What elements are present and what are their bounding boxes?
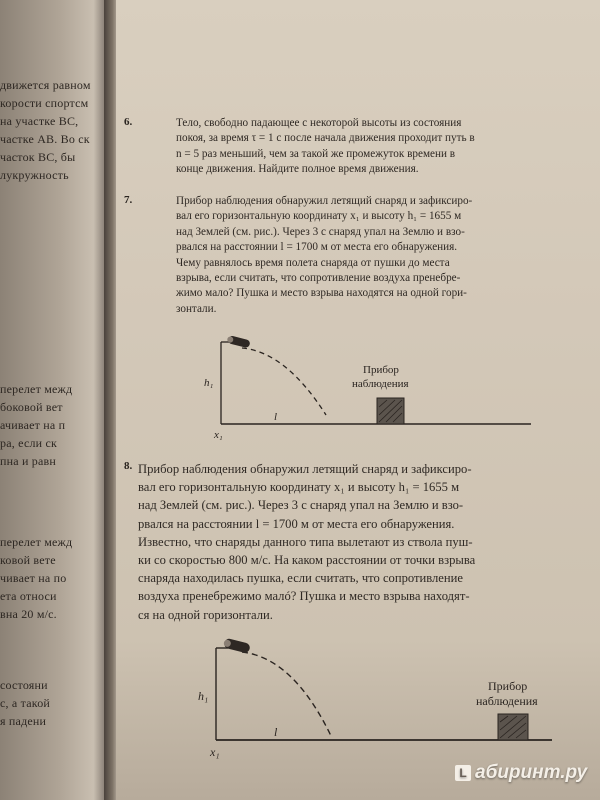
text-line: снаряда находилась пушка, если считать, что сопротивление <box>138 571 463 586</box>
text-line: ся на одной горизонтали. <box>138 607 273 622</box>
text-line: Тело, свободно падающее с некоторой высоты из состояния <box>176 117 462 129</box>
text-line: ки со скоростью 800 м/с. На каком расстоянии от точки взрыва <box>138 553 476 568</box>
problem-text <box>176 194 472 317</box>
device-label: Прибор <box>363 364 399 376</box>
left-page-line: ра, если ск <box>0 436 58 450</box>
device-label: наблюдения <box>352 378 409 390</box>
left-page-line: перелет межд <box>0 382 73 396</box>
trajectory-curve <box>242 652 332 738</box>
problem-number: 8. <box>124 460 133 472</box>
device-label: наблюдения <box>476 694 538 708</box>
left-page-line: состояни <box>0 678 48 692</box>
left-page-line: частке АВ. Во ск <box>0 132 90 146</box>
left-page-line: с, а такой <box>0 696 51 710</box>
left-page-line: вна 20 м/с. <box>0 607 57 621</box>
shell-icon <box>226 335 250 348</box>
height-label: h₁ <box>198 689 209 703</box>
left-page-line: пна и равн <box>0 454 57 468</box>
left-page-line: боковой вет <box>0 400 63 414</box>
text-line: вал его горизонтальную координату x₁ и высоту h₁ = 1655 м <box>176 210 462 223</box>
text-line: n = 5 раз меньший, чем за такой же промежуток времени в <box>176 147 456 160</box>
distance-label: l <box>274 411 278 423</box>
left-page-line: движется равном <box>0 78 91 92</box>
left-page-line: чивает на по <box>0 571 67 585</box>
problem-number: 6. <box>124 116 133 128</box>
watermark-logo <box>455 762 587 784</box>
text-line: покоя, за время τ = 1 с после начала движения проходит путь в <box>176 132 475 145</box>
left-page-line: ета относи <box>0 589 57 603</box>
text-line: вал его горизонтальную координату x₁ и высоту h₁ = 1655 м <box>138 480 460 495</box>
left-page <box>0 0 110 800</box>
text-line: над Землей (см. рис.). Через 3 с снаряд упал на Землю и взо- <box>138 498 464 513</box>
left-page-line: лукружность <box>0 168 69 182</box>
text-line: Известно, что снаряды данного типа вылетают из ствола пуш- <box>138 534 473 549</box>
text-line: зонтали. <box>176 302 217 315</box>
text-line: рвался на расстоянии l = 1700 м от места его обнаружения. <box>138 516 455 531</box>
text-line: взрыва, если считать, что сопротивление воздуха пренебре- <box>176 272 461 285</box>
left-page-line: ачивает на п <box>0 418 66 432</box>
text-line: воздуха пренебрежимо малó? Пушка и место взрыва находят- <box>138 589 470 604</box>
text-line: над Землей (см. рис.). Через 3 с снаряд упал на Землю и взо- <box>176 225 465 238</box>
x-label: x₁ <box>210 745 220 759</box>
text-line: Чему равнялось время полета снаряда от пушки до места <box>176 256 450 269</box>
problem-text <box>176 116 475 178</box>
text-line: Прибор наблюдения обнаружил летящий снаряд и зафиксиро- <box>176 195 473 207</box>
device-label: Прибор <box>488 679 528 693</box>
height-label: h₁ <box>204 377 214 389</box>
left-page-line: перелет межд <box>0 535 73 549</box>
right-page <box>116 0 600 800</box>
problem-number: 7. <box>124 194 133 206</box>
left-page-line: я падени <box>0 714 47 728</box>
labyrinth-logo-icon: L <box>455 765 471 781</box>
x-label: x₁ <box>214 429 223 441</box>
left-page-line: часток ВС, бы <box>0 150 76 164</box>
trajectory-figure-8 <box>194 630 564 760</box>
text-line: рвался на расстоянии l = 1700 м от места его обнаружения. <box>176 241 458 254</box>
shell-icon <box>223 638 251 654</box>
distance-label: l <box>274 725 278 739</box>
left-page-line: на участке ВС, <box>0 114 79 128</box>
text-line: конце движения. Найдите полное время движения. <box>176 163 419 176</box>
left-page-line: ковой вете <box>0 553 56 567</box>
watermark-text: абиринт.ру <box>475 762 588 783</box>
trajectory-figure-7 <box>196 330 546 442</box>
problem-text <box>138 460 475 624</box>
left-page-line: корости спортсм <box>0 96 89 110</box>
text-line: жимо мало? Пушка и место взрыва находятся на одной гори- <box>176 287 467 300</box>
text-line: Прибор наблюдения обнаружил летящий снаряд и зафиксиро- <box>138 462 472 476</box>
trajectory-curve <box>242 348 326 415</box>
